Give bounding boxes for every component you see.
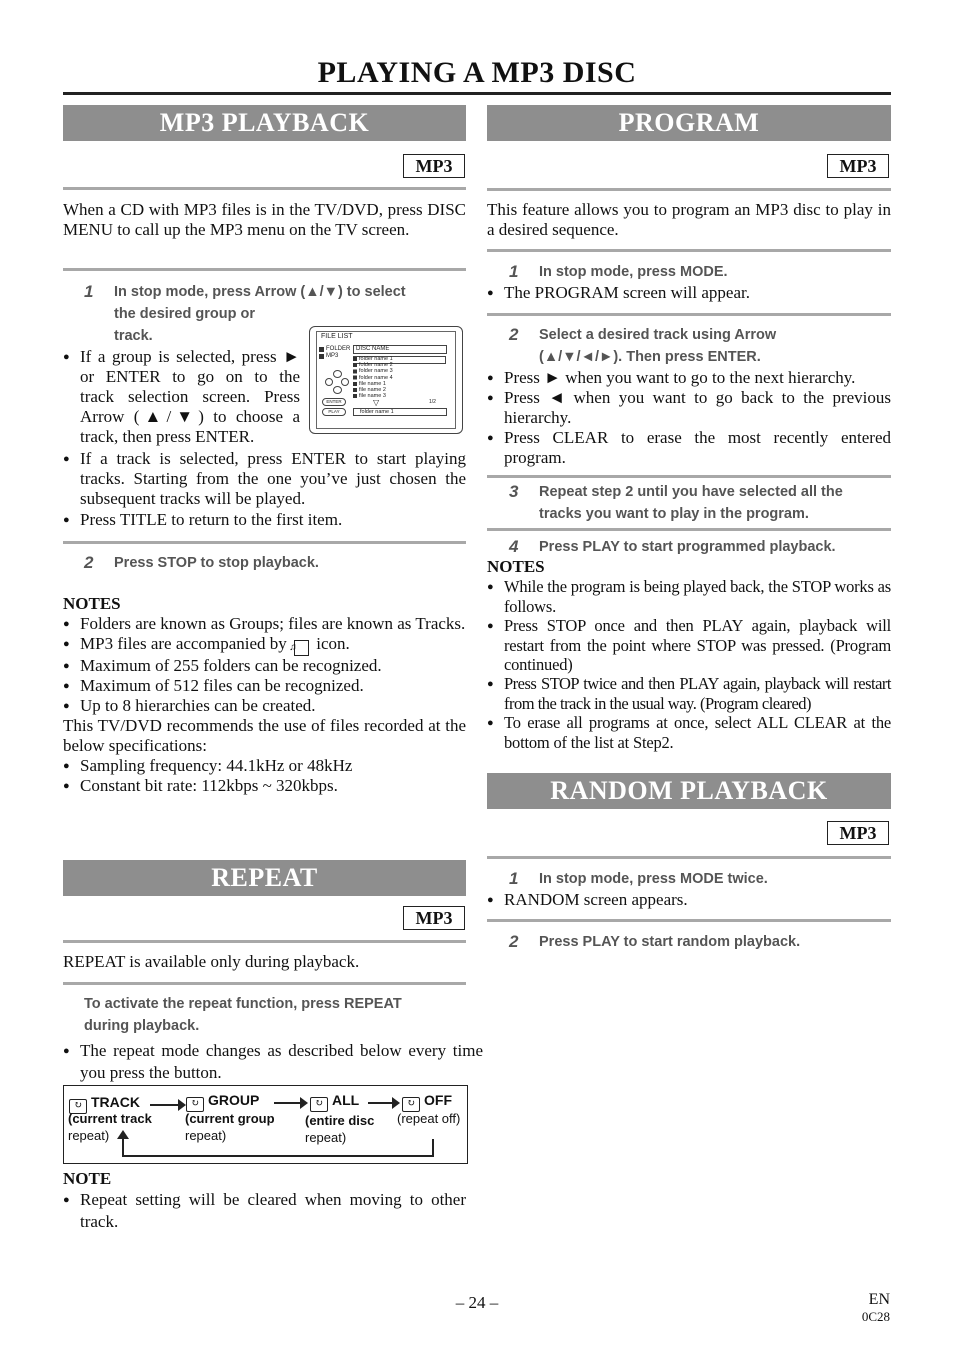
mp3-playback-bullets [63,449,466,530]
list-item: folder name 3 [359,368,393,375]
note-item [63,634,466,656]
step-line: Select a desired track using Arrow [539,327,777,343]
note-text: icon. [316,634,350,653]
repeat-mode-off [402,1092,452,1112]
mode-desc-line: (current track [68,1111,152,1126]
arrow-line [274,1102,302,1104]
arrow-up-icon [117,1130,129,1139]
step-2-text: Press STOP to stop playback. [114,555,319,571]
step-line: Repeat step 2 until you have selected all the [539,484,843,500]
divider [63,268,466,271]
program-notes [487,557,891,752]
bullet-line: ● If a group is selected, press ► [63,347,300,367]
divider [487,313,891,316]
divider [487,188,891,191]
mode-desc-line: repeat) [185,1128,227,1143]
note-item: ● Repeat setting will be cleared when moving to other track. [63,1189,466,1232]
file-list-screen [316,331,456,429]
program-step-1-bullet: ● The PROGRAM screen will appear. [487,283,908,303]
program-intro: This feature allows you to program an MP3 disc to play in a desired sequence. [487,200,891,239]
repeat-icon: ↻ [69,1099,87,1114]
step-line: track. [114,328,153,344]
list-item: file name 2 [359,387,386,394]
list-item: folder name 2 [359,362,393,369]
note-title: NOTE [63,1169,112,1188]
repeat-icon: ↻ [402,1097,420,1112]
repeat-mode-diagram [63,1085,468,1164]
list-item: file name 1 [359,380,386,387]
step-number: 2 [509,325,519,344]
list-item-icons [353,357,357,400]
step-number: 1 [509,869,519,888]
divider [487,249,891,252]
bullet-title: ● Press TITLE to return to the first item. [63,510,466,530]
bullet-item: ● Press ◄ when you want to go back to the previous hierarchy. [487,388,891,428]
bullet-item: ● Press ► when you want to go to the next hierarchy. [487,368,891,388]
divider [63,541,466,544]
language-code: EN [868,1291,890,1308]
disc-name-box [353,345,447,354]
arrow-right-icon [300,1097,308,1109]
bullet-group-select [63,347,300,447]
bullet-item: ● Press CLEAR to erase the most recently entered program. [487,428,891,468]
step-line: tracks you want to play in the program. [539,506,809,522]
mode-desc-line: (entire disc [305,1113,375,1128]
step-number: 1 [84,282,94,301]
mode-label: OFF [424,1092,452,1108]
step-number: 2 [84,553,94,572]
mode-desc-line: repeat) [68,1128,110,1143]
mode-desc-line: (current group [185,1111,275,1126]
random-step-2: Press PLAY to start random playback. [539,934,801,950]
divider [487,919,891,922]
repeat-mode-group [186,1092,259,1112]
disc-name: DISC NAME [356,346,390,352]
note-text: MP3 files are accompanied by [80,634,287,653]
mp3-playback-header: MP3 PLAYBACK [63,105,466,141]
step-line: To activate the repeat function, press REPEAT [84,996,402,1012]
file-list-names [359,356,393,399]
page-indicator: 1/2 [429,399,436,405]
mp3-file-icon: ♫ [294,640,309,656]
program-step-4: Press PLAY to start programmed playback. [539,539,836,555]
file-list-title: FILE LIST [321,333,353,340]
mode-desc [397,1110,460,1127]
random-step-1-bullet: ● RANDOM screen appears. [487,890,908,910]
bullet-line: Arrow (▲/▼) to choose a [80,407,300,426]
divider [63,187,466,190]
bottom-bar [353,408,447,416]
step-number: 3 [509,482,519,501]
program-header: PROGRAM [487,105,891,141]
file-list-screen-figure [309,326,463,434]
repeat-icon: ↻ [186,1097,204,1112]
bullet-line: track selection screen. Press [80,387,300,406]
repeat-bullet: ● The repeat mode changes as described below every time you press the button. [63,1040,483,1084]
document-code: 0C28 [861,1309,890,1324]
bullet-track-select: ● If a track is selected, press ENTER to start playing tracks. Starting from the one you’ve just chosen the subsequent tracks will be played. [63,449,466,509]
bullet-line: track, then press ENTER. [80,427,255,446]
program-step-3 [539,481,843,525]
mode-label: GROUP [208,1092,260,1108]
step-line: In stop mode, press Arrow (▲/▼) to select [114,284,406,300]
random-playback-header: RANDOM PLAYBACK [487,773,891,809]
arrow-keys-icon [325,370,349,394]
mp3-badge: MP3 [827,821,889,845]
down-arrow-icon: ▽ [373,398,380,407]
repeat-intro: REPEAT is available only during playback. [63,952,360,971]
list-item: folder name 1 [359,356,393,362]
divider [487,856,891,859]
note-item: ● Up to 8 hierarchies can be created. [63,696,466,716]
step-number: 2 [509,932,519,951]
note-item: ● To erase all programs at once, select ALL CLEAR at the bottom of the list at Step2. [487,713,891,752]
repeat-header: REPEAT [63,860,466,896]
enter-key-icon: ENTER [322,398,346,406]
page-number: – 24 – [455,1293,499,1312]
note-item: ● Maximum of 512 files can be recognized. [63,676,466,696]
page-title: PLAYING A MP3 DISC [317,56,637,89]
program-step-2 [539,324,776,368]
mp3-badge: MP3 [403,154,465,178]
folder-icon [319,347,324,352]
step-number: 4 [509,537,519,556]
mp3-file-icon [319,354,324,359]
program-step-1: In stop mode, press MODE. [539,264,728,280]
recommend-text: This TV/DVD recommends the use of files recorded at the below specifications: [63,716,466,755]
mode-desc-line: repeat) [305,1130,347,1145]
repeat-icon: ↻ [310,1097,328,1112]
arrow-line [150,1104,180,1106]
step-number: 1 [509,262,519,281]
mode-label: TRACK [91,1094,140,1110]
mp3-notes [63,594,466,796]
random-step-1: In stop mode, press MODE twice. [539,871,768,887]
mp3-playback-intro: When a CD with MP3 files is in the TV/DVD, press DISC MENU to call up the MP3 menu on the TV screen. [63,200,466,239]
mode-label: ALL [332,1092,360,1108]
list-item: file name 3 [359,393,386,400]
divider [63,940,466,943]
bottom-item: folder name 1 [360,409,394,415]
note-item: ● Folders are known as Groups; files are known as Tracks. [63,614,466,634]
mode-desc-line: (repeat off) [397,1111,461,1126]
divider [487,528,891,531]
note-item: ● Press STOP once and then PLAY again, playback will restart from the point where STOP was pressed. (Program continued) [487,616,891,674]
return-loop-line [122,1139,434,1157]
program-step-2-bullets [487,368,891,468]
repeat-note [63,1169,466,1232]
arrow-right-icon [392,1097,400,1109]
notes-title: NOTES [63,594,121,613]
notes-title: NOTES [487,557,545,576]
divider [487,475,891,478]
step-line: (▲/▼/◄/►). Then press ENTER. [539,349,761,365]
note-item: ● While the program is being played back, the STOP works as follows. [487,577,891,616]
spec-item: ● Sampling frequency: 44.1kHz or 48kHz [63,756,466,776]
step-line: the desired group or [114,306,255,322]
divider [63,982,466,985]
folder-label: FOLDER [326,346,351,352]
list-item: folder name 4 [359,374,393,381]
play-key-icon: PLAY [322,408,346,416]
spec-item: ● Constant bit rate: 112kbps ~ 320kbps. [63,776,466,796]
note-item: ● Press STOP twice and then PLAY again, playback will restart from the track in the usual way. (Program cleared) [487,674,891,713]
repeat-step [84,993,466,1037]
title-rule [63,92,891,95]
arrow-line [368,1102,394,1104]
step-line: during playback. [84,1018,200,1034]
mp3-badge: MP3 [403,906,465,930]
mp3-badge: MP3 [827,154,889,178]
repeat-mode-all [310,1092,359,1112]
bullet-line: or ENTER to go on to the [80,367,300,386]
mp3-label: MP3 [326,353,339,359]
note-item: ● Maximum of 255 folders can be recognized. [63,656,466,676]
